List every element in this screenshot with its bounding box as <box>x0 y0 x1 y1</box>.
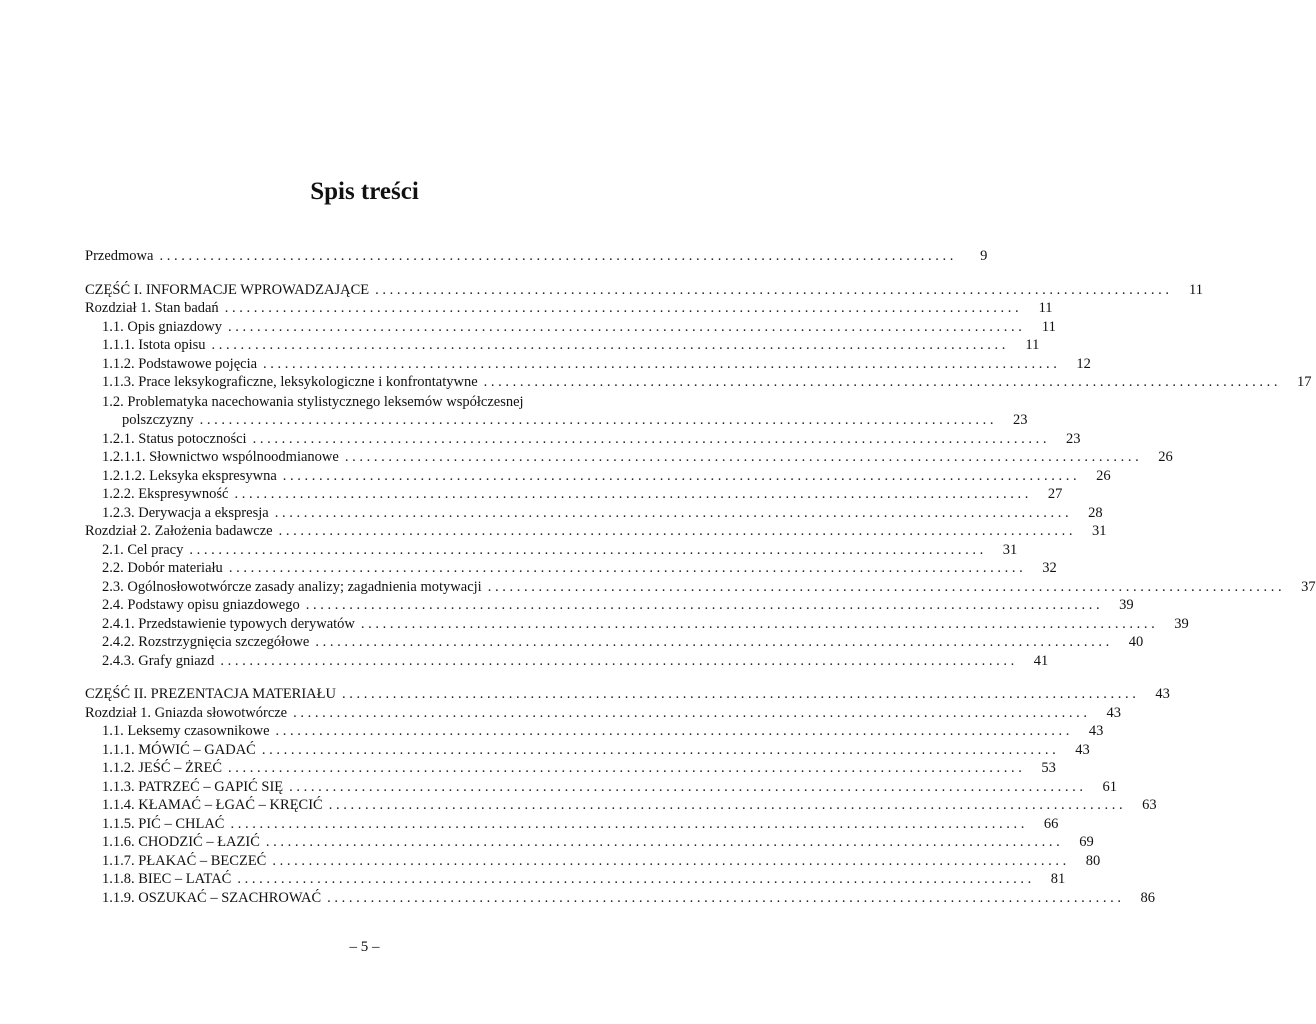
toc-entry-label: Rozdział 1. Gniazda słowotwórcze <box>85 704 288 721</box>
toc-entry[interactable] <box>85 615 1189 634</box>
toc-entry[interactable] <box>85 355 1091 374</box>
toc-entry[interactable] <box>85 578 1316 597</box>
toc-entry-label: 1.1.1. Istota opisu <box>102 337 206 353</box>
toc-entry-page: 17 <box>1297 374 1312 390</box>
toc-entry[interactable] <box>85 430 1081 449</box>
toc-entry-page: 27 <box>1047 486 1063 502</box>
toc-entry-chapter[interactable] <box>85 299 1053 318</box>
dot-leader <box>200 411 994 430</box>
dot-leader <box>253 430 1047 449</box>
toc-entry-label: 1.1.2. JEŚĆ – ŻREĆ <box>102 760 223 776</box>
toc-entry-page: 66 <box>1043 815 1059 832</box>
toc-entry-label: 1.1.4. KŁAMAĆ – ŁGAĆ – KRĘCIĆ <box>102 797 323 813</box>
toc-entry[interactable] <box>85 833 1094 852</box>
toc-entry-page: 39 <box>1119 597 1134 613</box>
toc-entry-page: 11 <box>1038 300 1053 316</box>
dot-leader <box>279 522 1073 541</box>
toc-entry-label: 1.1.8. BIEC – LATAĆ <box>102 871 232 887</box>
table-of-contents <box>85 247 1316 907</box>
toc-entry-label: 1.2.1. Status potoczności <box>102 430 247 447</box>
toc-entry-page: 23 <box>1013 412 1028 428</box>
toc-entry-page: 69 <box>1079 834 1094 850</box>
toc-entry-part-1[interactable] <box>85 281 1203 300</box>
page-title: Spis treści <box>310 178 419 205</box>
toc-entry-page: 28 <box>1088 504 1103 521</box>
dot-leader <box>228 318 1022 337</box>
dot-leader <box>345 448 1139 467</box>
toc-entry-label: 2.4.1. Przedstawienie typowych derywatów <box>102 615 355 632</box>
dot-leader <box>159 247 953 266</box>
dot-leader <box>212 336 1006 355</box>
toc-entry[interactable] <box>85 318 1056 337</box>
toc-entry-przedmowa[interactable] <box>85 247 988 266</box>
toc-entry-page: 43 <box>1075 741 1090 758</box>
toc-entry[interactable] <box>85 852 1101 871</box>
dot-leader <box>484 373 1278 392</box>
toc-entry-part-2[interactable] <box>85 685 1170 704</box>
toc-entry-label: 1.2. Problematyka nacechowania stylistycznego leksemów współczesnej <box>102 393 524 410</box>
toc-entry[interactable] <box>85 559 1057 578</box>
dot-leader <box>225 299 1019 318</box>
toc-entry-label: 2.4. Podstawy opisu gniazdowego <box>102 597 300 613</box>
toc-entry-page: 86 <box>1140 889 1156 906</box>
toc-entry-label: CZĘŚĆ I. INFORMACJE WPROWADZAJĄCE <box>85 281 370 298</box>
dot-leader <box>234 485 1028 504</box>
dot-leader <box>262 741 1056 760</box>
toc-entry[interactable] <box>85 722 1104 741</box>
toc-entry-page: 43 <box>1088 723 1104 739</box>
toc-entry-page: 41 <box>1033 652 1049 669</box>
toc-entry[interactable] <box>85 633 1144 652</box>
toc-entry-label: 1.1.7. PŁAKAĆ – BECZEĆ <box>102 852 267 869</box>
toc-entry[interactable] <box>85 467 1111 486</box>
toc-entry-page: 39 <box>1174 615 1189 632</box>
toc-entry[interactable] <box>85 796 1157 815</box>
toc-entry-page: 26 <box>1158 449 1173 465</box>
toc-entry-label: 2.4.3. Grafy gniazd <box>102 652 215 669</box>
toc-entry[interactable] <box>85 373 1312 392</box>
page-number: – 5 – <box>349 939 380 955</box>
dot-leader <box>488 578 1282 597</box>
toc-entry[interactable] <box>85 336 1040 355</box>
toc-entry[interactable] <box>85 541 1018 560</box>
toc-entry-label: 2.2. Dobór materiału <box>102 560 223 576</box>
toc-entry[interactable] <box>85 485 1063 504</box>
toc-entry[interactable] <box>85 741 1090 760</box>
dot-leader <box>283 467 1077 486</box>
dot-leader <box>327 889 1121 908</box>
toc-entry-label: CZĘŚĆ II. PREZENTACJA MATERIAŁU <box>85 686 336 702</box>
toc-entry-page: 31 <box>1002 541 1018 558</box>
toc-entry-page: 81 <box>1050 871 1066 887</box>
dot-leader <box>229 559 1023 578</box>
toc-entry[interactable] <box>85 596 1134 615</box>
toc-entry-label: 1.1.2. Podstawowe pojęcia <box>102 355 258 372</box>
toc-entry-label: 1.2.3. Derywacja a ekspresja <box>102 504 269 521</box>
toc-entry[interactable] <box>85 815 1059 834</box>
toc-entry[interactable] <box>85 759 1056 778</box>
dot-leader <box>266 833 1060 852</box>
toc-entry-page: 53 <box>1041 760 1056 776</box>
toc-entry-label: Rozdział 2. Założenia badawcze <box>85 523 273 539</box>
toc-entry-multiline[interactable] <box>85 392 1028 430</box>
toc-entry-label: 1.1. Opis gniazdowy <box>102 318 223 335</box>
dot-leader <box>237 870 1031 889</box>
dot-leader <box>220 652 1014 671</box>
dot-leader <box>375 281 1169 300</box>
toc-entry-label: 1.2.2. Ekspresywność <box>102 486 229 502</box>
toc-entry-chapter[interactable] <box>85 522 1107 541</box>
dot-leader <box>315 633 1109 652</box>
toc-entry-chapter[interactable] <box>85 704 1121 723</box>
dot-leader <box>272 852 1066 871</box>
dot-leader <box>293 704 1087 723</box>
dot-leader <box>276 722 1070 741</box>
toc-entry-label: 2.1. Cel pracy <box>102 541 184 558</box>
dot-leader <box>289 778 1083 797</box>
toc-entry-label: 1.1.3. Prace leksykograficzne, leksykologiczne i konfrontatywne <box>102 374 478 390</box>
dot-leader <box>263 355 1057 374</box>
toc-entry-label: Rozdział 1. Stan badań <box>85 300 219 316</box>
toc-entry[interactable] <box>85 870 1066 889</box>
toc-entry-page: 80 <box>1085 852 1101 869</box>
toc-entry-page: 11 <box>1025 337 1040 353</box>
toc-entry-page: 12 <box>1076 355 1091 372</box>
dot-leader <box>189 541 983 560</box>
dot-leader <box>230 815 1024 834</box>
toc-entry-page: 11 <box>1041 318 1056 335</box>
toc-entry-label: Przedmowa <box>85 248 154 264</box>
toc-entry-label: 1.1.9. OSZUKAĆ – SZACHROWAĆ <box>102 889 322 906</box>
toc-entry-page: 32 <box>1042 560 1057 576</box>
dot-leader <box>228 759 1022 778</box>
toc-entry-page: 11 <box>1189 281 1203 298</box>
toc-entry-page: 37 <box>1301 578 1316 595</box>
toc-entry-label: 1.2.1.2. Leksyka ekspresywna <box>102 467 277 484</box>
toc-entry[interactable] <box>85 778 1118 797</box>
toc-entry-page: 9 <box>980 248 988 264</box>
toc-entry-page: 63 <box>1142 797 1157 813</box>
toc-entry-label: 1.1.1. MÓWIĆ – GADAĆ <box>102 741 256 758</box>
toc-entry-label: 1.2.1.1. Słownictwo wspólnoodmianowe <box>102 449 339 465</box>
toc-entry-page: 61 <box>1102 778 1118 795</box>
toc-entry-page: 31 <box>1091 523 1107 539</box>
toc-entry[interactable] <box>85 504 1103 523</box>
toc-entry-label: 2.4.2. Rozstrzygnięcia szczegółowe <box>102 634 310 650</box>
toc-entry-page: 26 <box>1096 467 1111 484</box>
toc-entry-page: 40 <box>1128 634 1144 650</box>
toc-entry[interactable] <box>85 889 1156 908</box>
toc-entry-page: 23 <box>1065 430 1081 447</box>
toc-entry[interactable] <box>85 652 1049 671</box>
toc-entry[interactable] <box>85 448 1173 467</box>
toc-entry-label: 1.1.3. PATRZEĆ – GAPIĆ SIĘ <box>102 778 284 795</box>
dot-leader <box>275 504 1069 523</box>
dot-leader <box>329 796 1123 815</box>
toc-entry-label: 1.1.5. PIĆ – CHLAĆ <box>102 815 225 832</box>
dot-leader <box>361 615 1155 634</box>
toc-entry-label: 2.3. Ogólnosłowotwórcze zasady analizy; zagadnienia motywacji <box>102 578 482 595</box>
toc-entry-label: 1.1. Leksemy czasownikowe <box>102 723 270 739</box>
toc-entry-label: 1.1.6. CHODZIĆ – ŁAZIĆ <box>102 834 260 850</box>
toc-entry-label-continued: polszczyzny <box>122 412 194 428</box>
dot-leader <box>306 596 1100 615</box>
toc-entry-page: 43 <box>1155 686 1170 702</box>
dot-leader <box>342 685 1136 704</box>
toc-entry-page: 43 <box>1106 704 1121 721</box>
